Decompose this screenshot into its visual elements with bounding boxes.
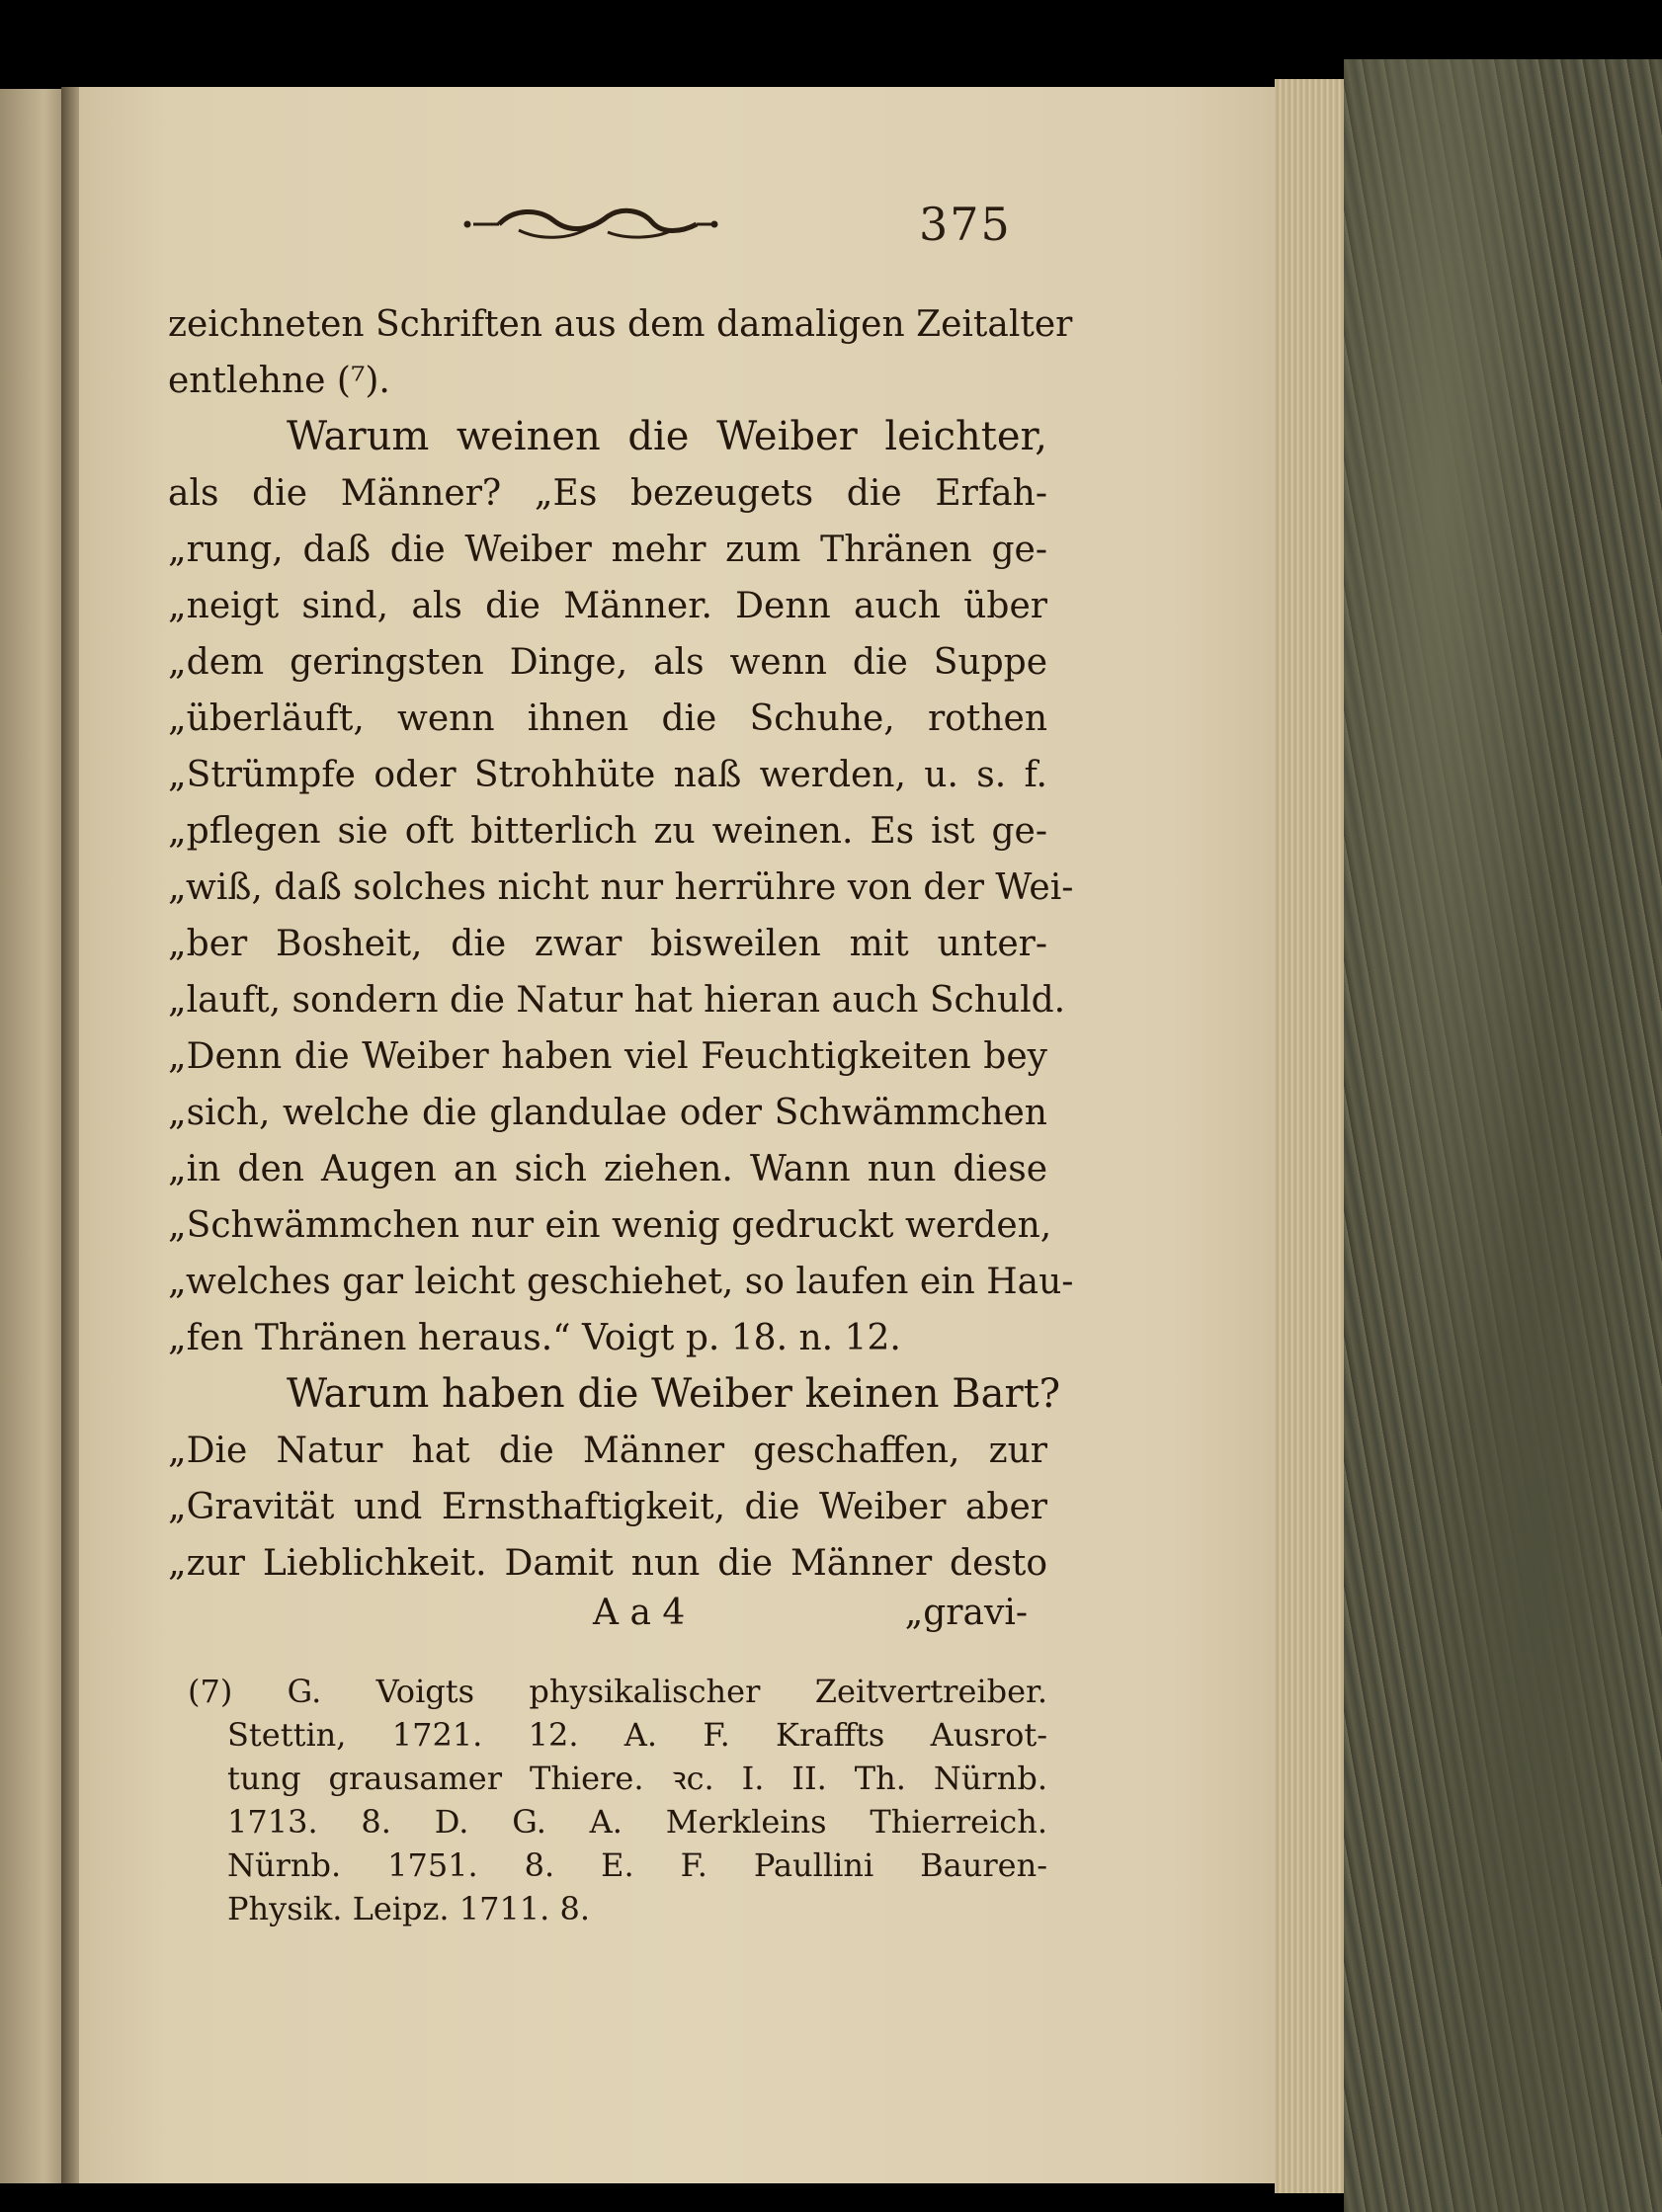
body-text: [168, 296, 1074, 1592]
footnote-line: tung grausamer Thiere. ꝛc. I. II. Th. Nürnb.: [227, 1760, 1047, 1797]
text-line: „sich, welche die glandulae oder Schwämmchen: [168, 1093, 1047, 1133]
text-line: „rung, daß die Weiber mehr zum Thränen ge-: [168, 530, 1047, 570]
text-line: „pflegen sie oft bitterlich zu weinen. Es ist ge-: [168, 811, 1047, 852]
signature-mark: A a 4: [593, 1593, 686, 1633]
text-line: „ber Bosheit, die zwar bisweilen mit unter-: [168, 924, 1047, 964]
text-line: als die Männer? „Es bezeugets die Erfah-: [168, 473, 1047, 514]
text-line: „Schwämmchen nur ein wenig gedruckt werden,: [168, 1205, 1052, 1246]
footnote-line: (7) G. Voigts physikalischer Zeitvertreiber.: [188, 1673, 1047, 1710]
text-line: „wiß, daß solches nicht nur herrühre von der Wei-: [168, 867, 1074, 908]
section-heading-line: Warum haben die Weiber keinen Bart?: [287, 1371, 1061, 1417]
text-line: „zur Lieblichkeit. Damit nun die Männer desto: [168, 1543, 1047, 1584]
signature-row: [593, 1593, 1028, 1633]
text-line: „in den Augen an sich ziehen. Wann nun diese: [168, 1149, 1047, 1189]
section-heading-line: Warum weinen die Weiber leichter,: [287, 414, 1047, 459]
page-number: 375: [919, 198, 1012, 251]
text-line: „überläuft, wenn ihnen die Schuhe, rothen: [168, 698, 1047, 739]
header-ornament: [459, 203, 721, 244]
footnotes: [188, 1670, 1047, 1930]
text-line: „fen Thränen heraus.“ Voigt p. 18. n. 12.: [168, 1318, 901, 1358]
text-line: „Die Natur hat die Männer geschaffen, zur: [168, 1431, 1047, 1471]
footnote-line: Stettin, 1721. 12. A. F. Kraffts Ausrot-: [227, 1716, 1047, 1754]
footnote-line: Nürnb. 1751. 8. E. F. Paullini Bauren-: [227, 1846, 1047, 1884]
page-block-edges: [1275, 79, 1354, 2193]
catchword: „gravi-: [904, 1593, 1028, 1633]
text-line: „Strümpfe oder Strohhüte naß werden, u. s. f.: [168, 755, 1047, 795]
marbled-cover: [1344, 59, 1662, 2212]
page-gutter: [61, 87, 79, 2183]
text-line: „Denn die Weiber haben viel Feuchtigkeiten bey: [168, 1036, 1047, 1077]
text-line: „neigt sind, als die Männer. Denn auch über: [168, 586, 1047, 626]
text-line: zeichneten Schriften aus dem damaligen Zeitalter: [168, 304, 1073, 345]
text-line: entlehne (⁷).: [168, 361, 390, 401]
text-line: „lauft, sondern die Natur hat hieran auch Schuld.: [168, 980, 1066, 1021]
footnote-line: Physik. Leipz. 1711. 8.: [227, 1890, 591, 1927]
footnote-line: 1713. 8. D. G. A. Merkleins Thierreich.: [227, 1803, 1047, 1841]
text-line: „welches gar leicht geschiehet, so laufen ein Hau-: [168, 1262, 1074, 1302]
text-line: „dem geringsten Dinge, als wenn die Suppe: [168, 642, 1047, 683]
text-line: „Gravität und Ernsthaftigkeit, die Weiber aber: [168, 1487, 1047, 1527]
